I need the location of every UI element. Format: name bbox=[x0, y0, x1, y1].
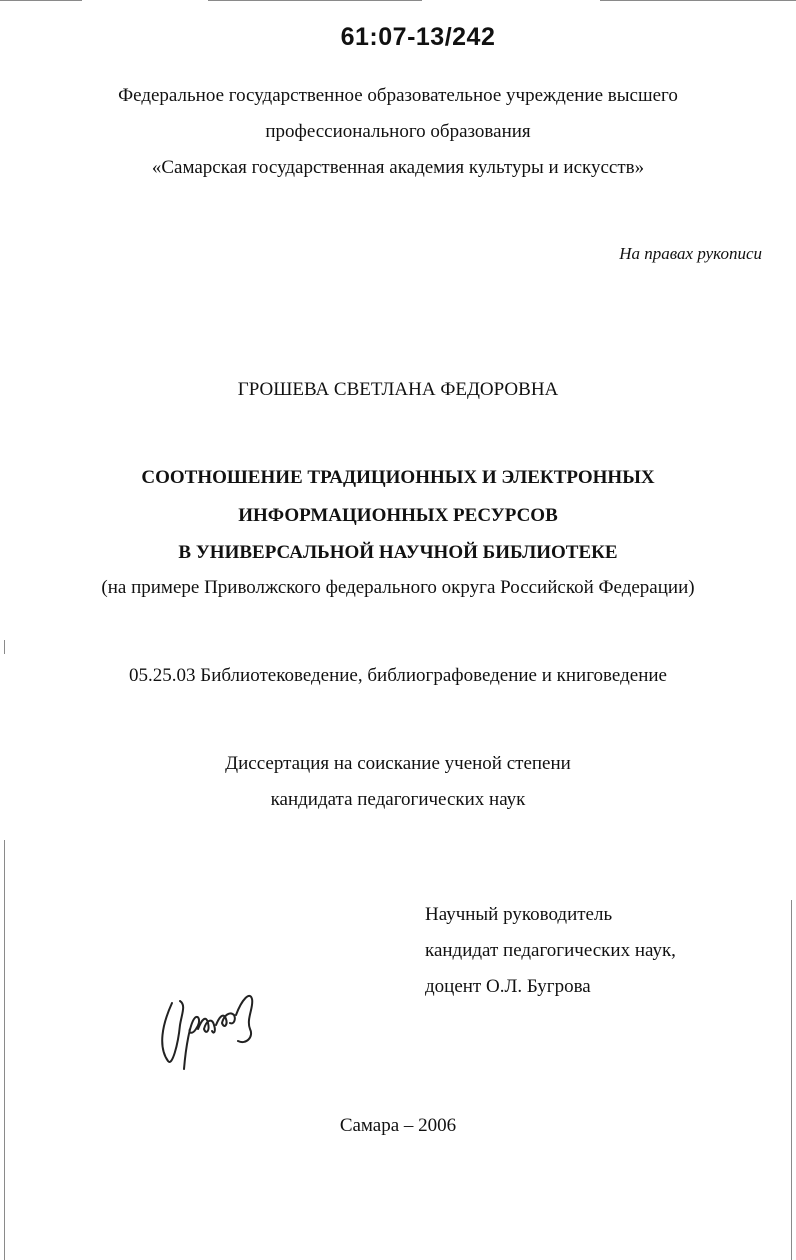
title-line-1: СООТНОШЕНИЕ ТРАДИЦИОННЫХ И ЭЛЕКТРОННЫХ bbox=[141, 467, 655, 488]
supervisor-line-1: Научный руководитель bbox=[425, 904, 613, 925]
scan-artifact-top-right bbox=[600, 0, 796, 1]
rights-note: На правах рукописи bbox=[619, 244, 762, 263]
scan-artifact-right-edge bbox=[791, 900, 792, 1260]
degree-line-2: кандидата педагогических наук bbox=[270, 789, 526, 810]
supervisor-line-2: кандидат педагогических наук, bbox=[425, 940, 676, 961]
institution-line-1: Федеральное государственное образовательное учреждение высшего bbox=[118, 85, 678, 106]
specialty: 05.25.03 Библиотековедение, библиографоведение и книговедение bbox=[129, 665, 667, 686]
author-name: ГРОШЕВА СВЕТЛАНА ФЕДОРОВНА bbox=[237, 379, 559, 400]
title-line-2: ИНФОРМАЦИОННЫХ РЕСУРСОВ bbox=[238, 505, 558, 526]
handwritten-signature bbox=[150, 985, 270, 1075]
supervisor-line-3: доцент О.Л. Бугрова bbox=[425, 976, 591, 997]
degree-line-1: Диссертация на соискание ученой степени bbox=[225, 753, 571, 774]
scan-artifact-top-left bbox=[0, 0, 82, 1]
institution-line-3: «Самарская государственная академия культуры и искусств» bbox=[151, 157, 645, 178]
scan-artifact-left-edge bbox=[4, 640, 5, 654]
scan-artifact-left-edge-long bbox=[4, 840, 5, 1260]
scan-artifact-top-center bbox=[208, 0, 422, 1]
place-and-year: Самара – 2006 bbox=[339, 1115, 457, 1136]
title-line-3: В УНИВЕРСАЛЬНОЙ НАУЧНОЙ БИБЛИОТЕКЕ bbox=[178, 542, 618, 563]
title-subtitle: (на примере Приволжского федерального округа Российской Федерации) bbox=[101, 577, 695, 598]
institution-line-2: профессионального образования bbox=[265, 121, 531, 142]
library-code-stamp: 61:07-13/242 bbox=[340, 23, 496, 51]
